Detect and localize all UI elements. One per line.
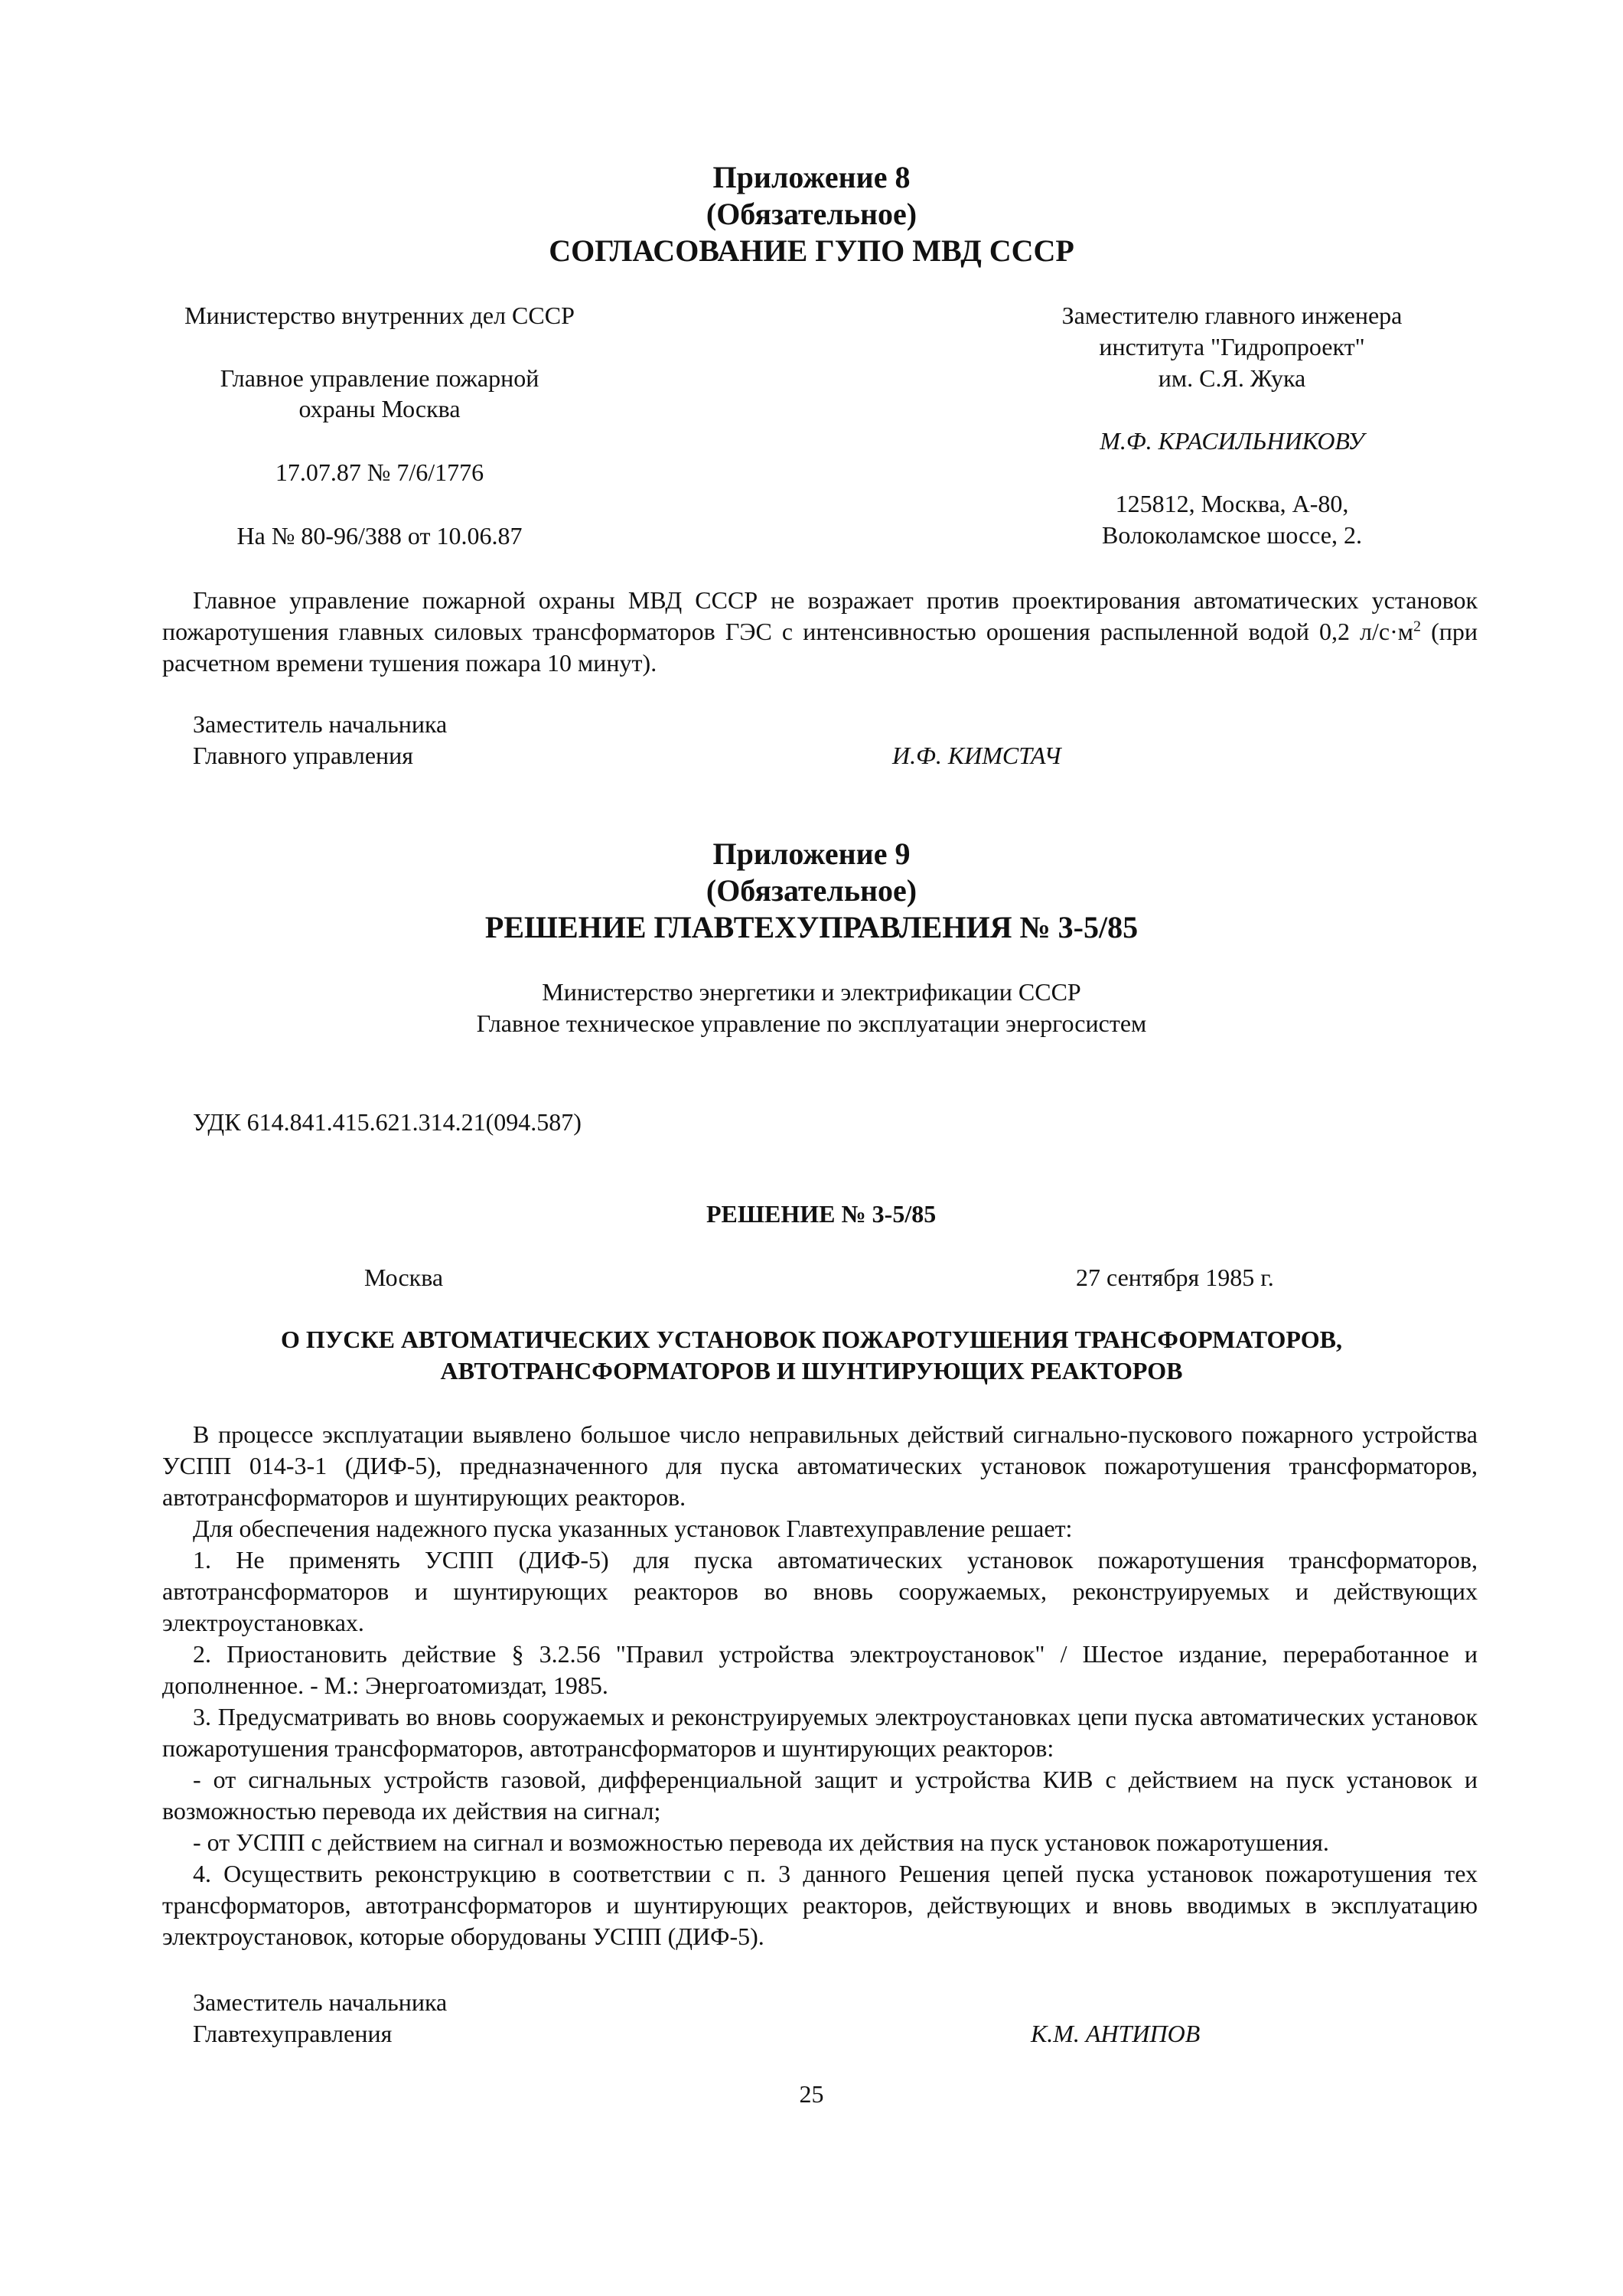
appendix-9-signer-title-line2: Главтехуправления: [193, 2020, 393, 2047]
appendix-9-title: Приложение 9: [712, 837, 911, 871]
appendix-8-heading: СОГЛАСОВАНИЕ ГУПО МВД СССР: [549, 233, 1074, 268]
recipient-line3: им. С.Я. Жука: [1158, 364, 1306, 392]
recipient-address-line1: 125812, Москва, А-80,: [1115, 490, 1349, 517]
appendix-8-body-tail: (при расчетном времени тушения пожара 10 минут).: [162, 618, 1478, 677]
udk-code: УДК 614.841.415.621.314.21(094.587): [193, 1108, 582, 1136]
sender-dept-line1: Главное управление пожарной: [220, 364, 539, 392]
sender-ref: 17.07.87 № 7/6/1776: [275, 458, 484, 486]
decision-paragraph: - от УСПП с действием на сигнал и возможностью перевода их действия на пуск установок пожаротушения.: [193, 1828, 1329, 1856]
decision-number: РЕШЕНИЕ № 3-5/85: [706, 1200, 937, 1228]
decision-paragraph: 2. Приостановить действие § 3.2.56 "Правил устройства электроустановок" / Шестое издание, переработанное и дополненное. - М.: Энергоатомиздат, 1985.: [162, 1640, 1478, 1699]
page-number: 25: [799, 2080, 824, 2108]
sender-ministry: Министерство внутренних дел СССР: [184, 302, 575, 329]
decision-body: [162, 1419, 1478, 1952]
recipient-address-line2: Волоколамское шоссе, 2.: [1102, 521, 1362, 549]
appendix-8-signer-title-line2: Главного управления: [193, 742, 413, 769]
recipient-line2: института "Гидропроект": [1099, 333, 1365, 360]
appendix-8-signer-title-line1: Заместитель начальника: [193, 710, 448, 738]
issuing-ministry: Министерство энергетики и электрификации СССР: [542, 978, 1081, 1006]
appendix-9-signer-name: К.М. АНТИПОВ: [1031, 2020, 1201, 2047]
squared-superscript: 2: [1413, 618, 1422, 635]
appendix-8-subtitle: (Обязательное): [706, 197, 917, 231]
appendix-8-signer-name: И.Ф. КИМСТАЧ: [892, 742, 1061, 769]
decision-paragraph: 4. Осуществить реконструкцию в соответствии с п. 3 данного Решения цепей пуска установок пожаротушения тех трансформаторов, автотрансформаторов и шунтирующих реакторов, действующих и вновь вводимых в эксплуатацию электроустановок, которые оборудованы УСПП (ДИФ-5).: [162, 1860, 1478, 1950]
appendix-9-heading: РЕШЕНИЕ ГЛАВТЕХУПРАВЛЕНИЯ № 3-5/85: [484, 910, 1139, 944]
decision-topic-line2: АВТОТРАНСФОРМАТОРОВ И ШУНТИРУЮЩИХ РЕАКТОРОВ: [440, 1357, 1183, 1384]
issuing-department: Главное техническое управление по эксплуатации энергосистем: [476, 1009, 1147, 1037]
sender-dept-line2: охраны Москва: [298, 395, 461, 422]
appendix-8-title: Приложение 8: [712, 160, 911, 194]
appendix-9-signer-title-line1: Заместитель начальника: [193, 1988, 448, 2016]
decision-date: 27 сентября 1985 г.: [1076, 1264, 1274, 1291]
sender-reply-to: На № 80-96/388 от 10.06.87: [236, 522, 523, 550]
decision-paragraph: - от сигнальных устройств газовой, дифференциальной защит и устройства КИВ с действием на пуск установок и возможностью перевода их действия на сигнал;: [162, 1766, 1478, 1825]
decision-topic-line1: О ПУСКЕ АВТОМАТИЧЕСКИХ УСТАНОВОК ПОЖАРОТУШЕНИЯ ТРАНСФОРМАТОРОВ,: [280, 1326, 1342, 1353]
decision-city: Москва: [364, 1264, 444, 1291]
decision-paragraph: 3. Предусматривать во вновь сооружаемых и реконструируемых электроустановках цепи пуска автоматических установок пожаротушения трансформаторов, автотрансформаторов и шунтирующих реакторов:: [162, 1703, 1478, 1762]
decision-paragraph: Для обеспечения надежного пуска указанных установок Главтехуправление решает:: [193, 1515, 1073, 1542]
appendix-8-body-main: Главное управление пожарной охраны МВД СССР не возражает против проектирования автоматических установок пожаротушения главных силовых трансформаторов ГЭС с интенсивностью орошения распыленной водой 0,2 л/с·м: [162, 586, 1478, 645]
decision-paragraph: В процессе эксплуатации выявлено большое число неправильных действий сигнально-пускового пожарного устройства УСПП 014-3-1 (ДИФ-5), предназначенного для пуска автоматических установок пожаротушения трансформаторов, автотрансформаторов и шунтирующих реакторов.: [162, 1420, 1478, 1511]
appendix-9-subtitle: (Обязательное): [706, 873, 917, 908]
appendix-8-body: [162, 585, 1478, 679]
recipient-name: М.Ф. КРАСИЛЬНИКОВУ: [1100, 427, 1364, 455]
recipient-line1: Заместителю главного инженера: [1061, 302, 1403, 329]
decision-paragraph: 1. Не применять УСПП (ДИФ-5) для пуска автоматических установок пожаротушения трансформаторов, автотрансформаторов и шунтирующих реакторов во вновь сооружаемых, реконструируемых и действующих электроустановках.: [162, 1546, 1478, 1636]
